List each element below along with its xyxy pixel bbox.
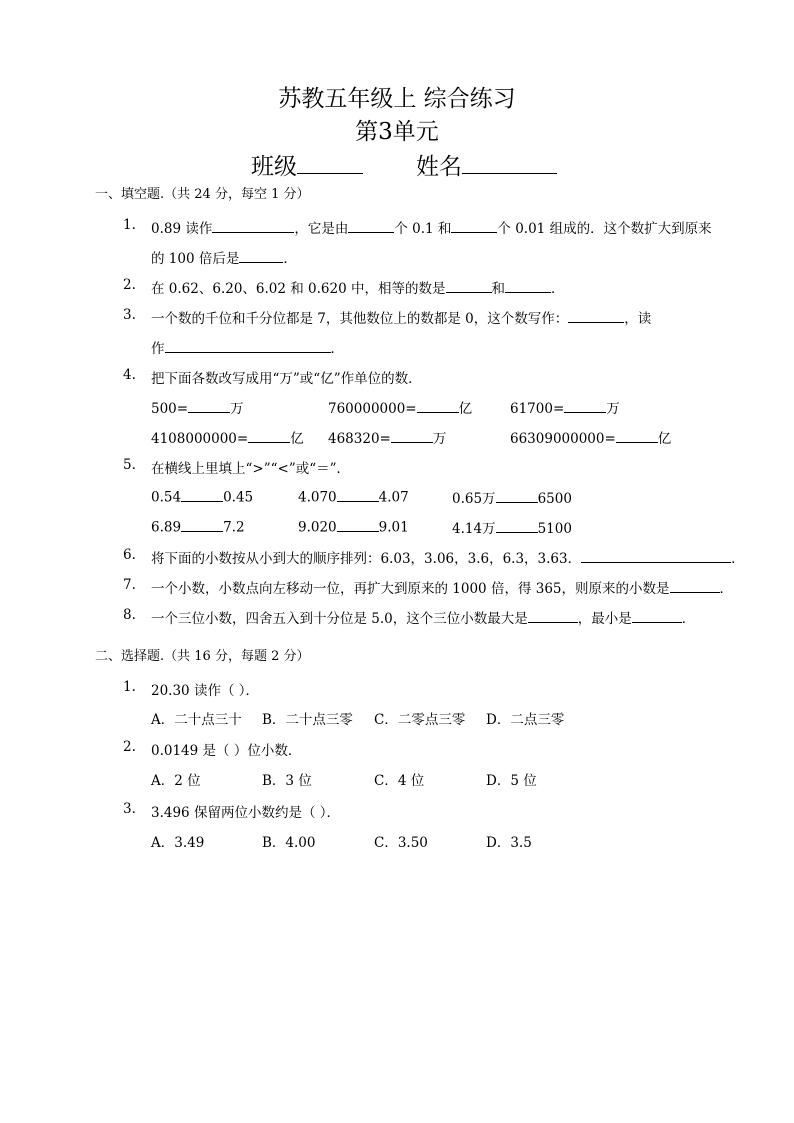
option-b[interactable]: B．3 位 [262,773,312,789]
s1-q5-text: 在横线上里填上“>”“<”或“＝”． [151,461,351,477]
answer-blank[interactable] [181,517,223,532]
option-a[interactable]: A．二十点三十 [151,712,242,728]
compare-item: 4.14万 5100 [452,517,572,537]
conversion-item: 4108000000= 亿 [151,427,304,447]
option-d[interactable]: D．5 位 [486,773,537,789]
unit-subtitle: 第3单元 [355,119,439,145]
compare-item: 0.65万 6500 [452,487,572,507]
answer-blank[interactable] [212,219,294,234]
s2-q2-text: 0.0149 是（ ）位小数． [151,743,302,759]
conversion-item: 66309000000= 亿 [510,427,671,447]
option-b[interactable]: B．二十点三零 [262,712,353,728]
answer-blank[interactable] [616,429,658,444]
compare-item: 6.89 7.2 [151,517,245,536]
s1-q2-text: 在 0.62、6.20、6.02 和 0.620 中，相等的数是 和 ． [151,277,565,297]
s1-q1-line2: 的 100 倍后是 ． [151,247,297,267]
option-d[interactable]: D．二点三零 [486,712,565,728]
s1-q6-number: 6. [123,547,136,563]
answer-blank[interactable] [446,279,492,294]
option-c[interactable]: C．3.50 [374,835,428,851]
name-label: 姓名 [416,154,462,180]
option-a[interactable]: A．2 位 [151,773,201,789]
compare-item: 9.020 9.01 [298,517,409,536]
option-c[interactable]: C．4 位 [374,773,425,789]
section1-heading: 一、填空题.（共 24 分，每空 1 分） [95,187,310,202]
conversion-item: 468320= 万 [328,427,446,447]
s1-q5-number: 5. [123,457,136,473]
s1-q1-line1: 0.89 读作 ，它是由 个 0.1 和 个 0.01 组成的．这个数扩大到原来 [151,217,712,237]
compare-item: 0.54 0.45 [151,487,253,506]
s1-q1-number: 1. [123,217,136,233]
s1-q3-number: 3. [123,307,136,323]
answer-blank[interactable] [337,517,379,532]
answer-blank[interactable] [181,487,223,502]
conversion-item: 500= 万 [151,397,244,417]
answer-blank[interactable] [239,249,283,264]
answer-blank[interactable] [528,609,578,624]
answer-blank[interactable] [337,487,379,502]
answer-blank[interactable] [165,339,331,354]
answer-blank[interactable] [564,399,606,414]
answer-blank[interactable] [581,549,731,564]
answer-blank[interactable] [248,429,290,444]
answer-blank[interactable] [188,399,230,414]
s1-q3-line2: 作 ． [151,337,344,357]
page-title: 苏教五年级上 综合练习 [278,86,516,112]
s1-q6-text: 将下面的小数按从小到大的顺序排列：6.03，3.06，3.6，6.3，3.63． ． [151,547,745,567]
section2-heading: 二、选择题.（共 16 分，每题 2 分） [95,649,310,664]
s2-q1-text: 20.30 读作（ ）． [151,683,259,699]
s1-q3-line1: 一个数的千位和千分位都是 7，其他数位上的数都是 0，这个数写作： ，读 [151,307,651,327]
answer-blank[interactable] [568,309,624,324]
s1-q2-number: 2. [123,277,136,293]
answer-blank[interactable] [496,489,538,504]
answer-blank[interactable] [348,219,394,234]
s1-q7-text: 一个小数，小数点向左移动一位，再扩大到原来的 1000 倍，得 365，则原来的小数是 ． [151,577,733,597]
option-a[interactable]: A．3.49 [151,835,205,851]
s1-q4-text: 把下面各数改写成用“万”或“亿”作单位的数． [151,371,422,387]
class-field[interactable] [251,148,363,181]
s2-q3-number: 3. [123,801,136,817]
answer-blank[interactable] [451,219,497,234]
class-blank[interactable] [297,150,363,174]
name-blank[interactable] [462,150,557,174]
s1-q8-number: 8. [123,607,136,623]
s2-q1-number: 1. [123,679,136,695]
answer-blank[interactable] [391,429,433,444]
s2-q3-text: 3.496 保留两位小数约是（ ）． [151,805,340,821]
answer-blank[interactable] [670,579,720,594]
answer-blank[interactable] [632,609,682,624]
answer-blank[interactable] [496,519,538,534]
name-field[interactable] [416,148,557,181]
option-b[interactable]: B．4.00 [262,835,316,851]
s2-q2-number: 2. [123,739,136,755]
compare-item: 4.070 4.07 [298,487,409,506]
conversion-item: 760000000= 亿 [328,397,472,417]
s1-q8-text: 一个三位小数，四舍五入到十分位是 5.0，这个三位小数最大是 ，最小是 ． [151,607,695,627]
answer-blank[interactable] [417,399,459,414]
option-d[interactable]: D．3.5 [486,835,532,851]
option-c[interactable]: C．二零点三零 [374,712,466,728]
conversion-item: 61700= 万 [510,397,620,417]
answer-blank[interactable] [505,279,551,294]
s1-q4-number: 4. [123,367,136,383]
s1-q7-number: 7. [123,577,136,593]
class-label: 班级 [251,154,297,180]
